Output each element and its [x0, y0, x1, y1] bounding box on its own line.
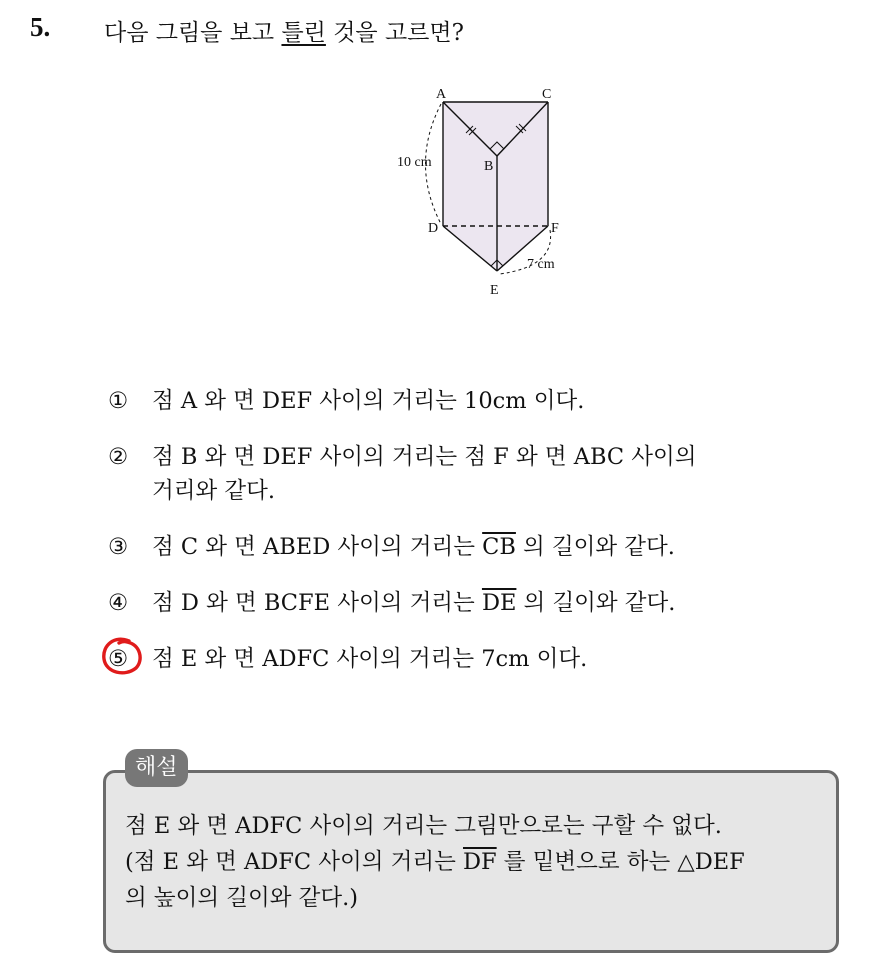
choice-2-number: ② [108, 444, 129, 470]
solution-line-2 [125, 844, 825, 880]
label-f: F [551, 221, 559, 236]
choice-3-number: ③ [108, 534, 129, 560]
segment-de: $\overline{DE}$ [481, 590, 517, 616]
label-a: A [436, 87, 447, 102]
choice-2[interactable] [108, 440, 828, 508]
choice-4-text-post: 의 길이와 같다. [516, 590, 676, 616]
segment-cb: $\overline{CB}$ [482, 534, 516, 560]
solution-line-2-pre: (점 E 와 면 ADFC 사이의 거리는 [125, 849, 463, 875]
length-ef: 7 cm [527, 257, 555, 272]
length-ad: 10 cm [397, 155, 432, 170]
question-text-underlined: 틀린 [281, 20, 326, 46]
segment-df: $\overline{DF}$ [463, 849, 497, 875]
choice-5-number: ⑤ [108, 646, 129, 672]
prism-figure [390, 80, 590, 300]
choice-3-text [152, 530, 828, 564]
solution-text [125, 808, 825, 916]
choice-3-text-pre: 점 C 와 면 ABED 사이의 거리는 [152, 534, 483, 560]
choice-1-number: ① [108, 388, 129, 414]
choice-4-number: ④ [108, 590, 129, 616]
choice-3[interactable] [108, 530, 828, 564]
choice-4-text [152, 586, 828, 620]
choice-5[interactable] [108, 642, 828, 676]
choice-1-text: 점 A 와 면 DEF 사이의 거리는 10cm 이다. [152, 388, 585, 414]
choice-2-text-line1: 점 B 와 면 DEF 사이의 거리는 점 F 와 면 ABC 사이의 [152, 444, 697, 470]
question-number: 5. [30, 12, 51, 42]
question-text-after: 것을 고르면? [325, 20, 464, 46]
label-b: B [484, 159, 494, 174]
solution-line-3: 의 높이의 길이와 같다.) [125, 885, 359, 911]
label-d: D [428, 221, 439, 236]
solution-line-1: 점 E 와 면 ADFC 사이의 거리는 그림만으로는 구할 수 없다. [125, 813, 722, 839]
solution-line-2-post: 를 밑변으로 하는 △DEF [496, 849, 745, 875]
choice-2-text-line2: 거리와 같다. [152, 478, 275, 504]
choice-4[interactable] [108, 586, 828, 620]
prism-face [443, 102, 548, 271]
choice-list [108, 384, 828, 698]
question-text-before: 다음 그림을 보고 [104, 20, 282, 46]
question-text [104, 14, 464, 47]
label-c: C [542, 87, 552, 102]
choice-5-text: 점 E 와 면 ADFC 사이의 거리는 7cm 이다. [152, 646, 588, 672]
label-e: E [490, 283, 499, 298]
solution-tag: 해설 [125, 749, 188, 787]
choice-3-text-post: 의 길이와 같다. [515, 534, 675, 560]
choice-4-text-pre: 점 D 와 면 BCFE 사이의 거리는 [152, 590, 482, 616]
choice-1[interactable] [108, 384, 828, 418]
